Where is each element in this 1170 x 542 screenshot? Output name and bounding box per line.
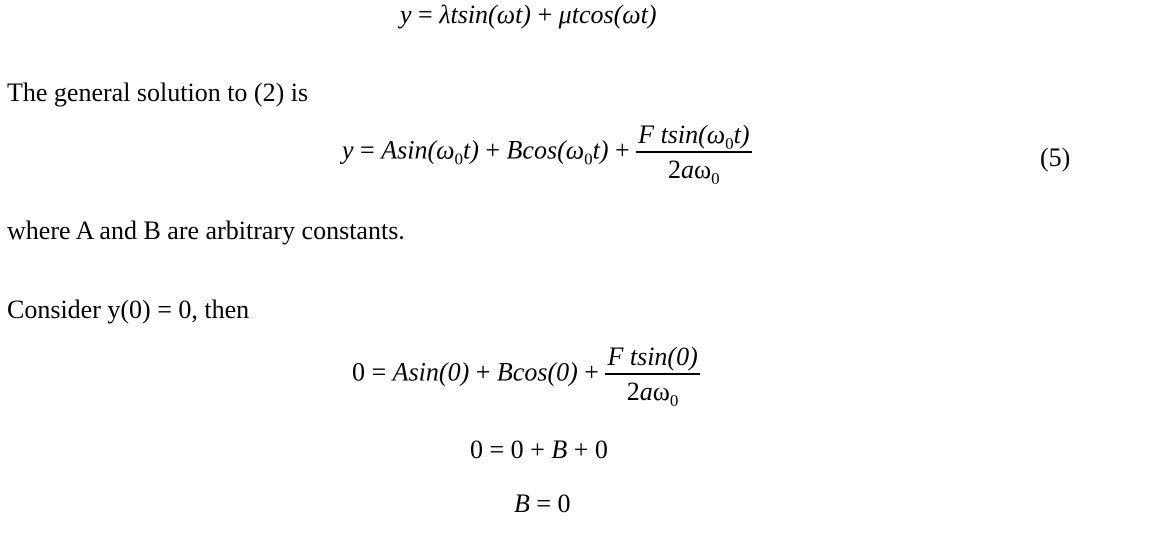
- eq-var-y: y: [342, 135, 354, 165]
- eq-left-side: 0 = 0 +: [470, 435, 552, 464]
- paragraph-general-solution-intro: The general solution to (2) is: [7, 78, 309, 107]
- eq-var-a: a: [639, 377, 653, 406]
- equation-number: (5): [1040, 143, 1071, 172]
- eq-sin-term: sin(ω: [667, 120, 726, 149]
- eq-var-t: t): [592, 135, 609, 165]
- eq-sign: =: [365, 357, 393, 387]
- eq-sign: =: [353, 135, 382, 165]
- eq-plus: +: [577, 357, 606, 387]
- eq-var-t: t: [623, 342, 638, 371]
- eq-omega: ω: [694, 155, 712, 184]
- eq-const-b: B: [551, 435, 568, 464]
- eq-number: 0: [352, 357, 365, 387]
- eq-sin-term: sin(ω: [397, 135, 455, 165]
- fraction-denominator: [636, 153, 751, 188]
- paragraph-initial-condition: Consider y(0) = 0, then: [7, 295, 250, 324]
- eq-plus: +: [530, 0, 559, 29]
- eq-sin-term: sin(ωt): [457, 0, 531, 29]
- equation-result: [514, 491, 571, 517]
- eq-mu: μ: [558, 0, 572, 29]
- eq-right-side: + 0: [567, 435, 608, 464]
- eq-sin-term: sin(0): [637, 342, 698, 371]
- eq-const-b: B: [506, 135, 523, 165]
- eq-subscript: 0: [669, 391, 679, 410]
- eq-cos-term: cos(ω: [522, 135, 585, 165]
- eq-var-t: t: [571, 0, 579, 29]
- eq-const-a: A: [392, 357, 409, 387]
- equation-particular-form: [400, 2, 657, 28]
- equation-simplified: [470, 437, 608, 463]
- eq-right-side: = 0: [529, 489, 571, 518]
- eq-plus: +: [469, 357, 497, 387]
- fraction-denominator: [605, 375, 699, 410]
- eq-const-a: A: [381, 135, 398, 165]
- eq-var-y: y: [400, 0, 412, 29]
- eq-fraction: [605, 342, 699, 410]
- eq-number: 2: [668, 155, 682, 184]
- eq-sin-term: sin(0): [408, 357, 470, 387]
- eq-subscript: 0: [725, 134, 734, 153]
- equation-general-solution: [342, 120, 752, 188]
- eq-var-f: F: [607, 342, 624, 371]
- eq-var-f: F: [638, 120, 655, 149]
- eq-lambda: λ: [439, 0, 451, 29]
- eq-var-a: a: [681, 155, 695, 184]
- paragraph-constants-note: where A and B are arbitrary constants.: [7, 216, 405, 245]
- eq-cos-term: cos(ωt): [578, 0, 657, 29]
- eq-var-t: t): [733, 120, 750, 149]
- eq-subscript: 0: [454, 149, 463, 169]
- eq-omega: ω: [652, 377, 670, 406]
- eq-var-t: t: [450, 0, 458, 29]
- eq-subscript: 0: [584, 149, 593, 169]
- eq-const-b: B: [514, 489, 530, 518]
- equation-substitution: [352, 342, 700, 410]
- fraction-numerator: [636, 122, 751, 153]
- eq-var-t: t: [654, 120, 668, 149]
- eq-plus: +: [478, 135, 507, 165]
- eq-cos-term: cos(0): [512, 357, 578, 387]
- eq-number: 2: [626, 377, 640, 406]
- eq-fraction: [636, 120, 751, 188]
- eq-const-b: B: [496, 357, 513, 387]
- eq-sign: =: [411, 0, 440, 29]
- eq-var-t: t): [462, 135, 479, 165]
- eq-plus: +: [608, 135, 637, 165]
- fraction-numerator: [605, 344, 699, 375]
- eq-subscript: 0: [711, 169, 720, 188]
